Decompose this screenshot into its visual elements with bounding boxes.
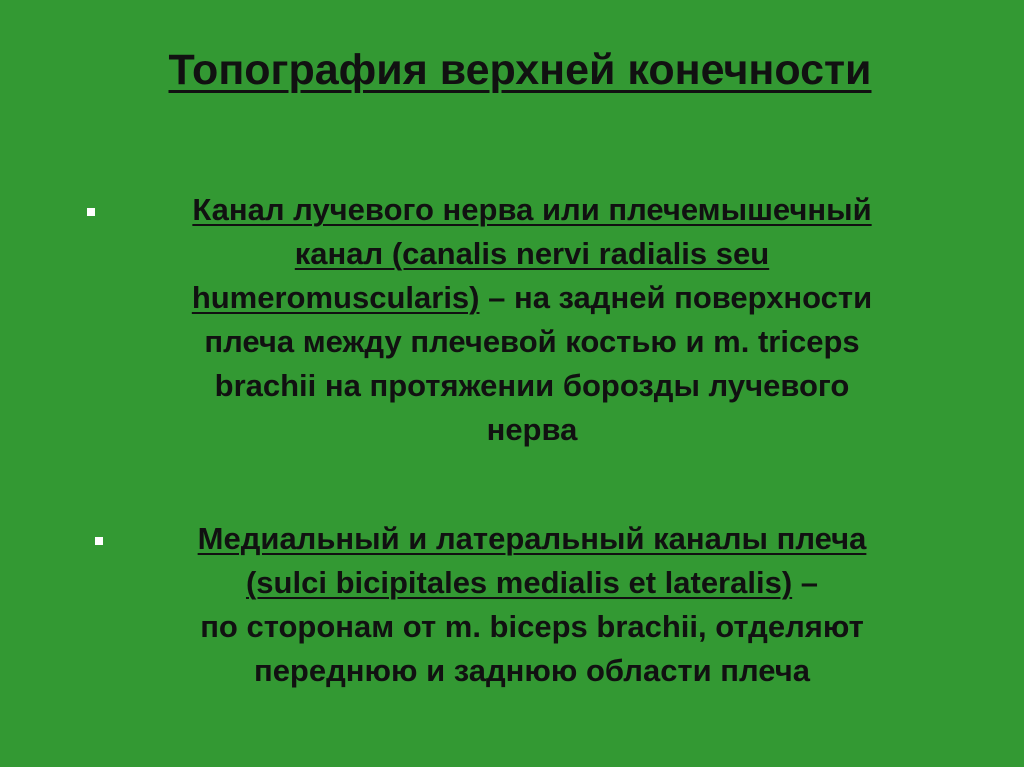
bullet-line-plain: – [792,565,819,600]
bullet-line-plain: нерва [486,412,578,447]
slide-title: Топография верхней конечности [168,46,872,94]
bullet-line-plain: – на задней поверхности [479,280,873,315]
bullet-line-plain: переднюю и заднюю области плеча [253,653,811,688]
bullet-text [122,517,942,693]
bullet-line [122,408,942,452]
bullet-line-underlined: Медиальный и латеральный каналы плеча [197,521,867,556]
bullet-line [122,517,942,561]
bullet-line [122,605,942,649]
bullet-line [122,276,942,320]
bullet-line [122,649,942,693]
bullet-line-plain: brachii на протяжении борозды лучевого [214,368,850,403]
bullet-line [122,188,942,232]
bullet-line-plain: по сторонам от m. biceps brachii, отделяют [200,609,864,644]
bullet-line-plain: плеча между плечевой костью и m. triceps [204,324,860,359]
bullet-line-underlined: Канал лучевого нерва или плечемышечный [192,192,872,227]
bullet-square-icon [87,208,95,216]
bullet-line-underlined: (sulci bicipitales medialis et lateralis) [245,565,793,600]
bullet-line [122,232,942,276]
bullet-line-underlined: канал (canalis nervi radialis seu [294,236,770,271]
bullet-line [122,320,942,364]
bullet-line-underlined: humeromuscularis) [191,280,480,315]
bullet-text [122,188,942,452]
bullet-line [122,364,942,408]
bullet-line [122,561,942,605]
bullet-square-icon [95,537,103,545]
